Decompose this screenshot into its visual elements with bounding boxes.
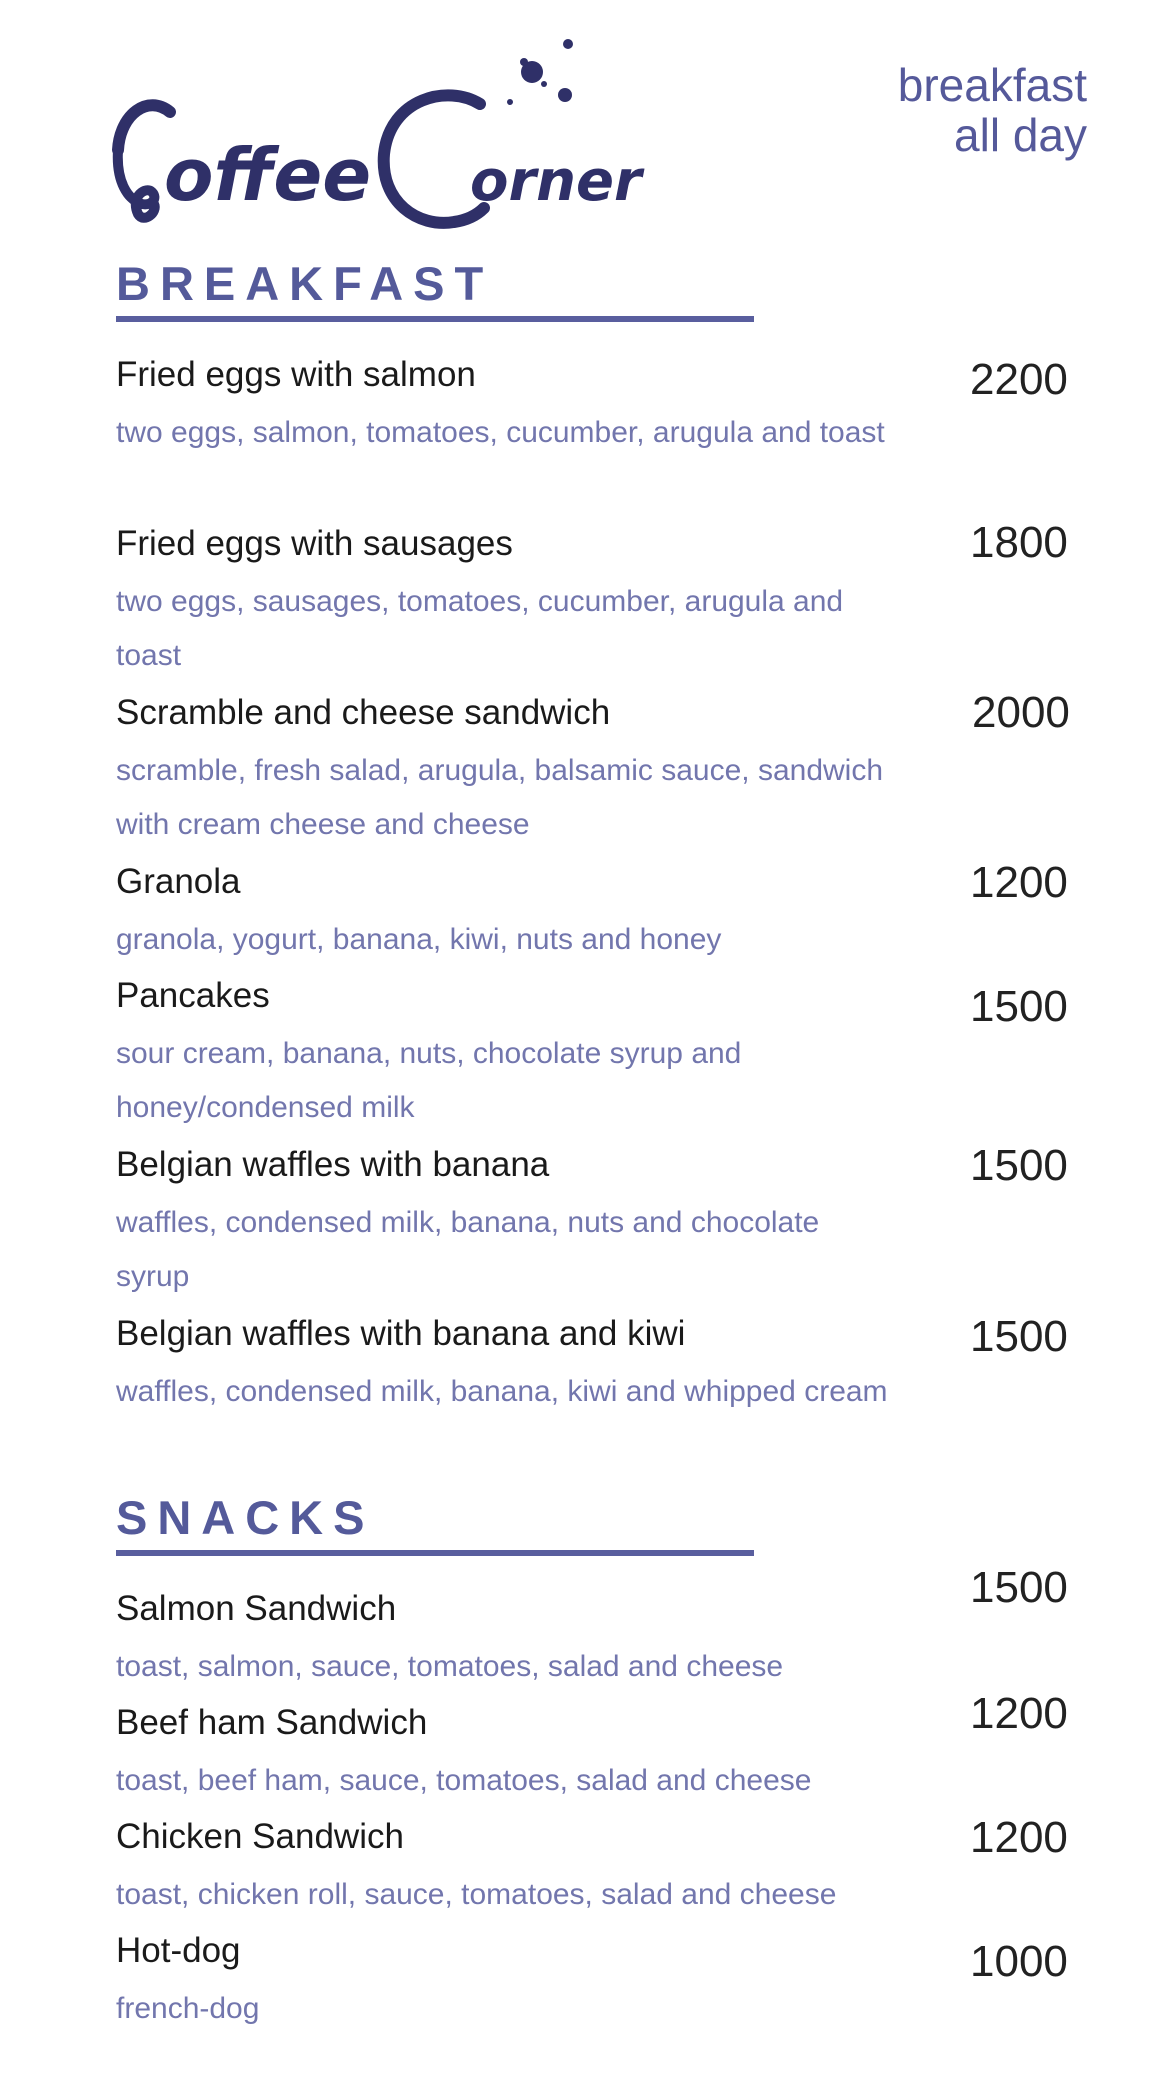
item-price: 1800 — [970, 518, 1068, 567]
item-description: french-dog — [116, 1992, 260, 2025]
item-name: Hot-dog — [116, 1931, 241, 1970]
item-name: Fried eggs with sausages — [116, 524, 513, 563]
coffee-corner-logo — [108, 32, 748, 242]
item-description: granola, yogurt, banana, kiwi, nuts and honey — [116, 923, 722, 956]
tagline-line-1: breakfast — [897, 59, 1087, 111]
item-description: sour cream, banana, nuts, chocolate syrup and honey/condensed milk — [116, 1037, 742, 1124]
item-price: 1200 — [970, 1813, 1068, 1862]
item-name: Chicken Sandwich — [116, 1817, 404, 1856]
logo-mark — [108, 32, 748, 242]
tagline — [898, 60, 1087, 160]
item-price: 1200 — [970, 1689, 1068, 1738]
item-price: 1000 — [970, 1937, 1068, 1986]
item-name: Granola — [116, 862, 241, 901]
item-description: two eggs, sausages, tomatoes, cucumber, arugula and toast — [116, 585, 844, 672]
item-description: waffles, condensed milk, banana, nuts and chocolate syrup — [116, 1206, 820, 1293]
item-name: Beef ham Sandwich — [116, 1703, 428, 1742]
item-price: 1500 — [970, 1141, 1068, 1190]
item-name: Scramble and cheese sandwich — [116, 693, 611, 732]
tagline-line-2: all day — [954, 109, 1087, 161]
item-description: scramble, fresh salad, arugula, balsamic sauce, sandwich with cream cheese and cheese — [116, 754, 884, 841]
section-title-snacks: SNACKS — [116, 1491, 375, 1544]
item-price: 2000 — [972, 688, 1070, 737]
item-description: toast, salmon, sauce, tomatoes, salad and cheese — [116, 1650, 784, 1683]
item-name: Salmon Sandwich — [116, 1589, 397, 1628]
section-divider-breakfast — [116, 316, 754, 322]
item-price: 1500 — [970, 1312, 1068, 1361]
section-title-breakfast: BREAKFAST — [116, 257, 494, 310]
item-price: 1500 — [970, 982, 1068, 1031]
item-price: 2200 — [970, 355, 1068, 404]
item-description: toast, beef ham, sauce, tomatoes, salad and cheese — [116, 1764, 812, 1797]
item-name: Belgian waffles with banana and kiwi — [116, 1314, 686, 1353]
item-name: Belgian waffles with banana — [116, 1145, 550, 1184]
item-price: 1200 — [970, 858, 1068, 907]
item-description: two eggs, salmon, tomatoes, cucumber, arugula and toast — [116, 416, 885, 449]
item-name: Fried eggs with salmon — [116, 355, 476, 394]
item-description: waffles, condensed milk, banana, kiwi and whipped cream — [116, 1375, 888, 1408]
svg-text:offee: offee — [164, 133, 372, 217]
item-description: toast, chicken roll, sauce, tomatoes, salad and cheese — [116, 1878, 837, 1911]
item-price: 1500 — [970, 1563, 1068, 1612]
svg-text:orner: orner — [470, 149, 642, 214]
section-divider-snacks — [116, 1550, 754, 1556]
item-name: Pancakes — [116, 976, 270, 1015]
